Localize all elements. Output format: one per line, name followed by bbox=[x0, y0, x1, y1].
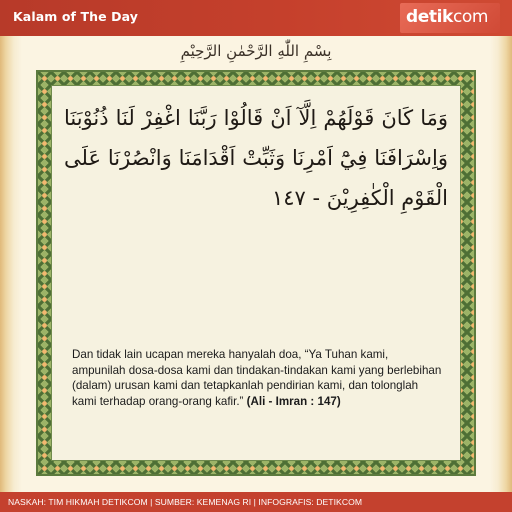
header-title: Kalam of The Day bbox=[13, 9, 139, 24]
footer-credits: NASKAH: TIM HIKMAH DETIKCOM | SUMBER: KEMENAG RI | INFOGRAFIS: DETIKCOM bbox=[8, 497, 363, 507]
brand-prefix: detik bbox=[406, 7, 453, 27]
translation-text: Dan tidak lain ucapan mereka hanyalah doa, “Ya Tuhan kami, ampunilah dosa-dosa kami dan tindakan-tindakan kami yang berlebihan (dalam) urusan kami dan tetapkanlah pendirian kami, dan tolonglah kami terhadap orang-orang kafir.” bbox=[72, 348, 442, 408]
footer-bar bbox=[0, 492, 512, 512]
verse-citation: (Ali - Imran : 147) bbox=[246, 394, 341, 408]
brand-logo-text bbox=[406, 7, 488, 27]
book-page bbox=[0, 36, 512, 492]
verse-panel bbox=[51, 85, 461, 461]
header-bar bbox=[0, 0, 512, 36]
brand-logo[interactable] bbox=[400, 3, 500, 33]
verse-translation bbox=[72, 347, 442, 409]
brand-suffix: com bbox=[452, 7, 489, 27]
ornamental-frame bbox=[36, 70, 476, 476]
bismillah-text: بِسْمِ اللّٰهِ الرَّحْمٰنِ الرَّحِيْمِ bbox=[180, 42, 332, 60]
arabic-verse: وَمَا كَانَ قَوْلَهُمْ اِلَّآ اَنْ قَالُوْا رَبَّنَا اغْفِرْ لَنَا ذُنُوْبَنَا وَاِسْرَافَنَا فِيْٓ اَمْرِنَا وَثَبِّتْ اَقْدَامَنَا وَانْصُرْنَا عَلَى الْقَوْمِ الْكٰفِرِيْنَ - ١٤٧ bbox=[64, 106, 448, 210]
